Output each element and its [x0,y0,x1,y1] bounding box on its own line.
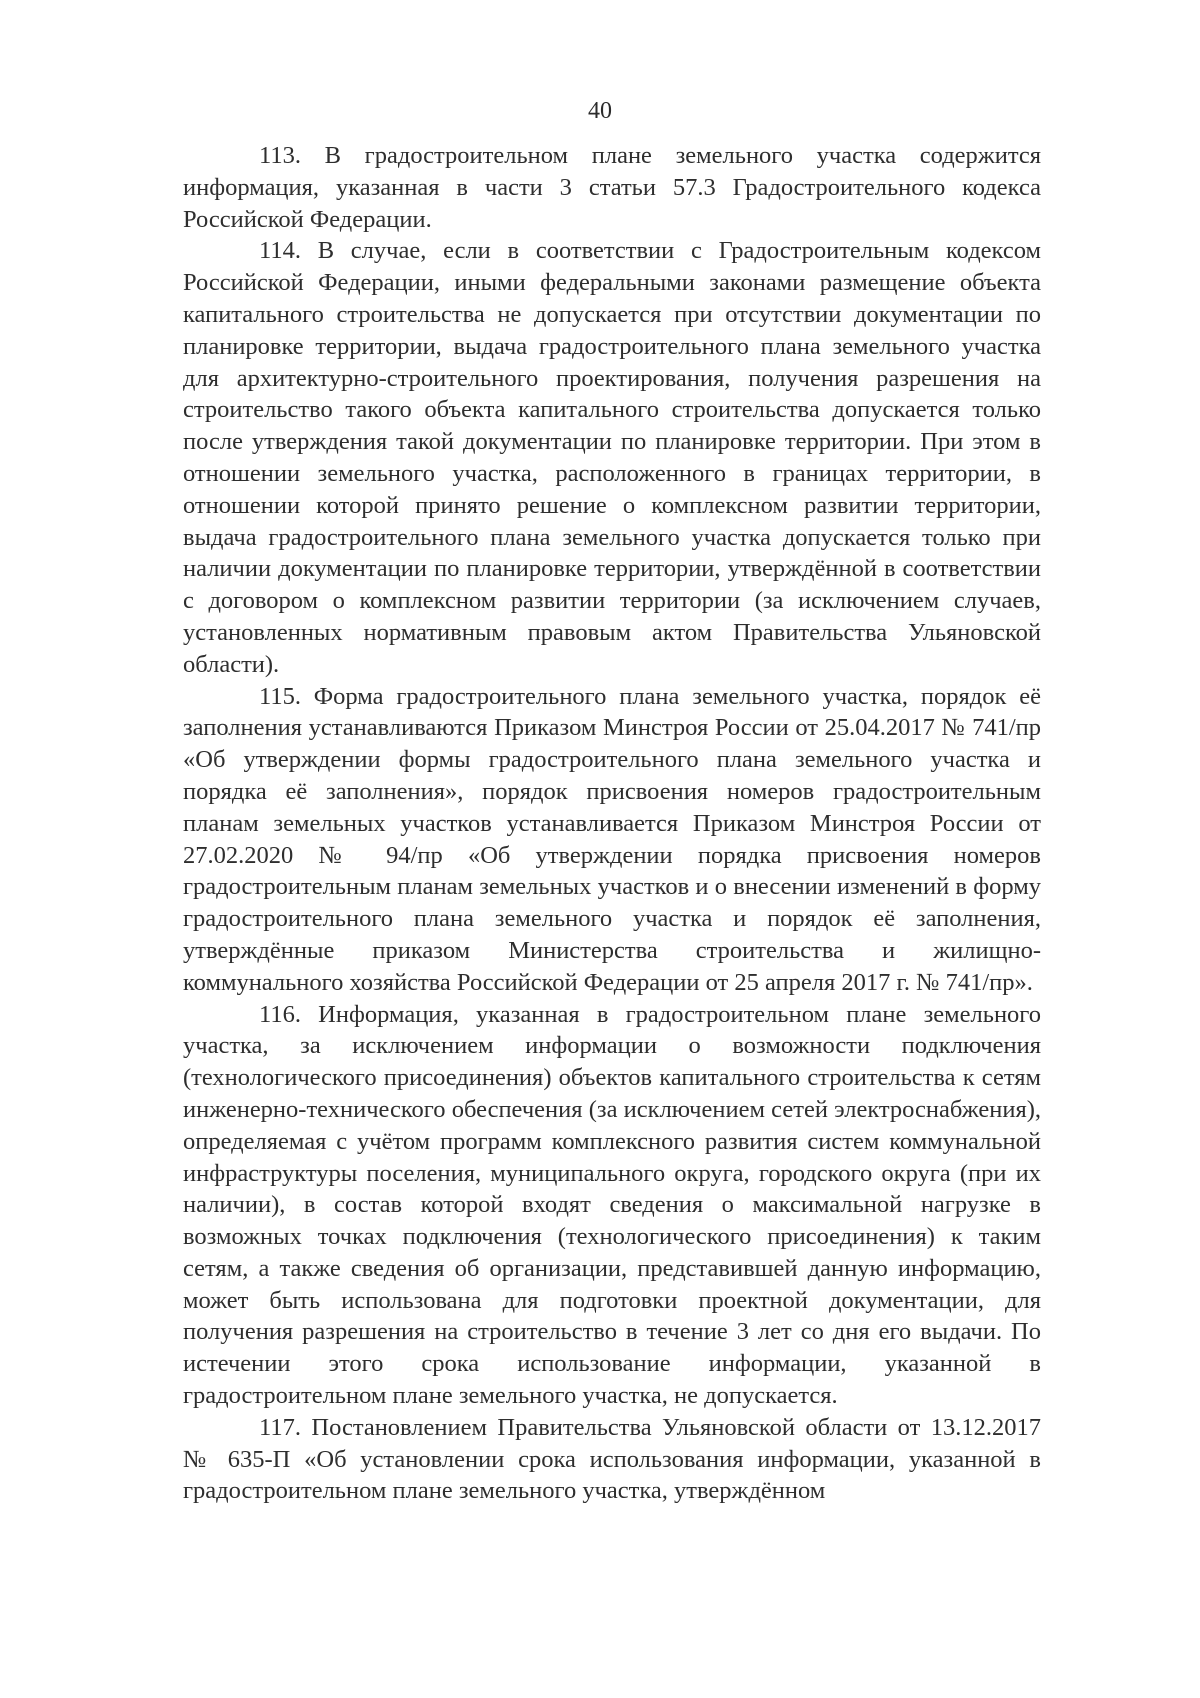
page-number: 40 [588,98,612,124]
paragraph-115: 115. Форма градостроительного плана земельного участка, порядок её заполнения устанавливаются Приказом Минстроя России от 25.04.2017 № 741/пр «Об утверждении формы градостроительного плана земельного участка и порядка её заполнения», порядок присвоения номеров градостроительным планам земельных участков устанавливается Приказом Минстроя России от 27.02.2020 № 94/пр «Об утверждении порядка присвоения номеров градостроительным планам земельных участков и о внесении изменений в форму градостроительного плана земельного участка и порядок её заполнения, утверждённые приказом Министерства строительства и жилищно-коммунального хозяйства Российской Федерации от 25 апреля 2017 г. № 741/пр». [183,682,1041,996]
paragraph-113: 113. В градостроительном плане земельного участка содержится информация, указанная в части 3 статьи 57.3 Градостроительного кодекса Российской Федерации. [183,142,1041,233]
document-body [183,140,1041,1507]
paragraph-114: 114. В случае, если в соответствии с Градостроительным кодексом Российской Федерации, иными федеральными законами размещение объекта капитального строительства не допускается при отсутствии документации по планировке территории, выдача градостроительного плана земельного участка для архитектурно-строительного проектирования, получения разрешения на строительство такого объекта капитального строительства допускается только после утверждения такой документации по планировке территории. При этом в отношении земельного участка, расположенного в границах территории, в отношении которой принято решение о комплексном развитии территории, выдача градостроительного плана земельного участка допускается только при наличии документации по планировке территории, утверждённой в соответствии с договором о комплексном развитии территории (за исключением случаев, установленных нормативным правовым актом Правительства Ульяновской области). [183,237,1041,678]
paragraph-116: 116. Информация, указанная в градостроительном плане земельного участка, за исключением информации о возможности подключения (технологического присоединения) объектов капитального строительства к сетям инженерно-технического обеспечения (за исключением сетей электроснабжения), определяемая с учётом программ комплексного развития систем коммунальной инфраструктуры поселения, муниципального округа, городского округа (при их наличии), в состав которой входят сведения о максимальной нагрузке в возможных точках подключения (технологического присоединения) к таким сетям, а также сведения об организации, представившей данную информацию, может быть использована для подготовки проектной документации, для получения разрешения на строительство в течение 3 лет со дня его выдачи. По истечении этого срока использование информации, указанной в градостроительном плане земельного участка, не допускается. [183,1000,1041,1410]
paragraph-117: 117. Постановлением Правительства Ульяновской области от 13.12.2017 № 635-П «Об установлении срока использования информации, указанной в градостроительном плане земельного участка, утверждённом [183,1413,1041,1505]
